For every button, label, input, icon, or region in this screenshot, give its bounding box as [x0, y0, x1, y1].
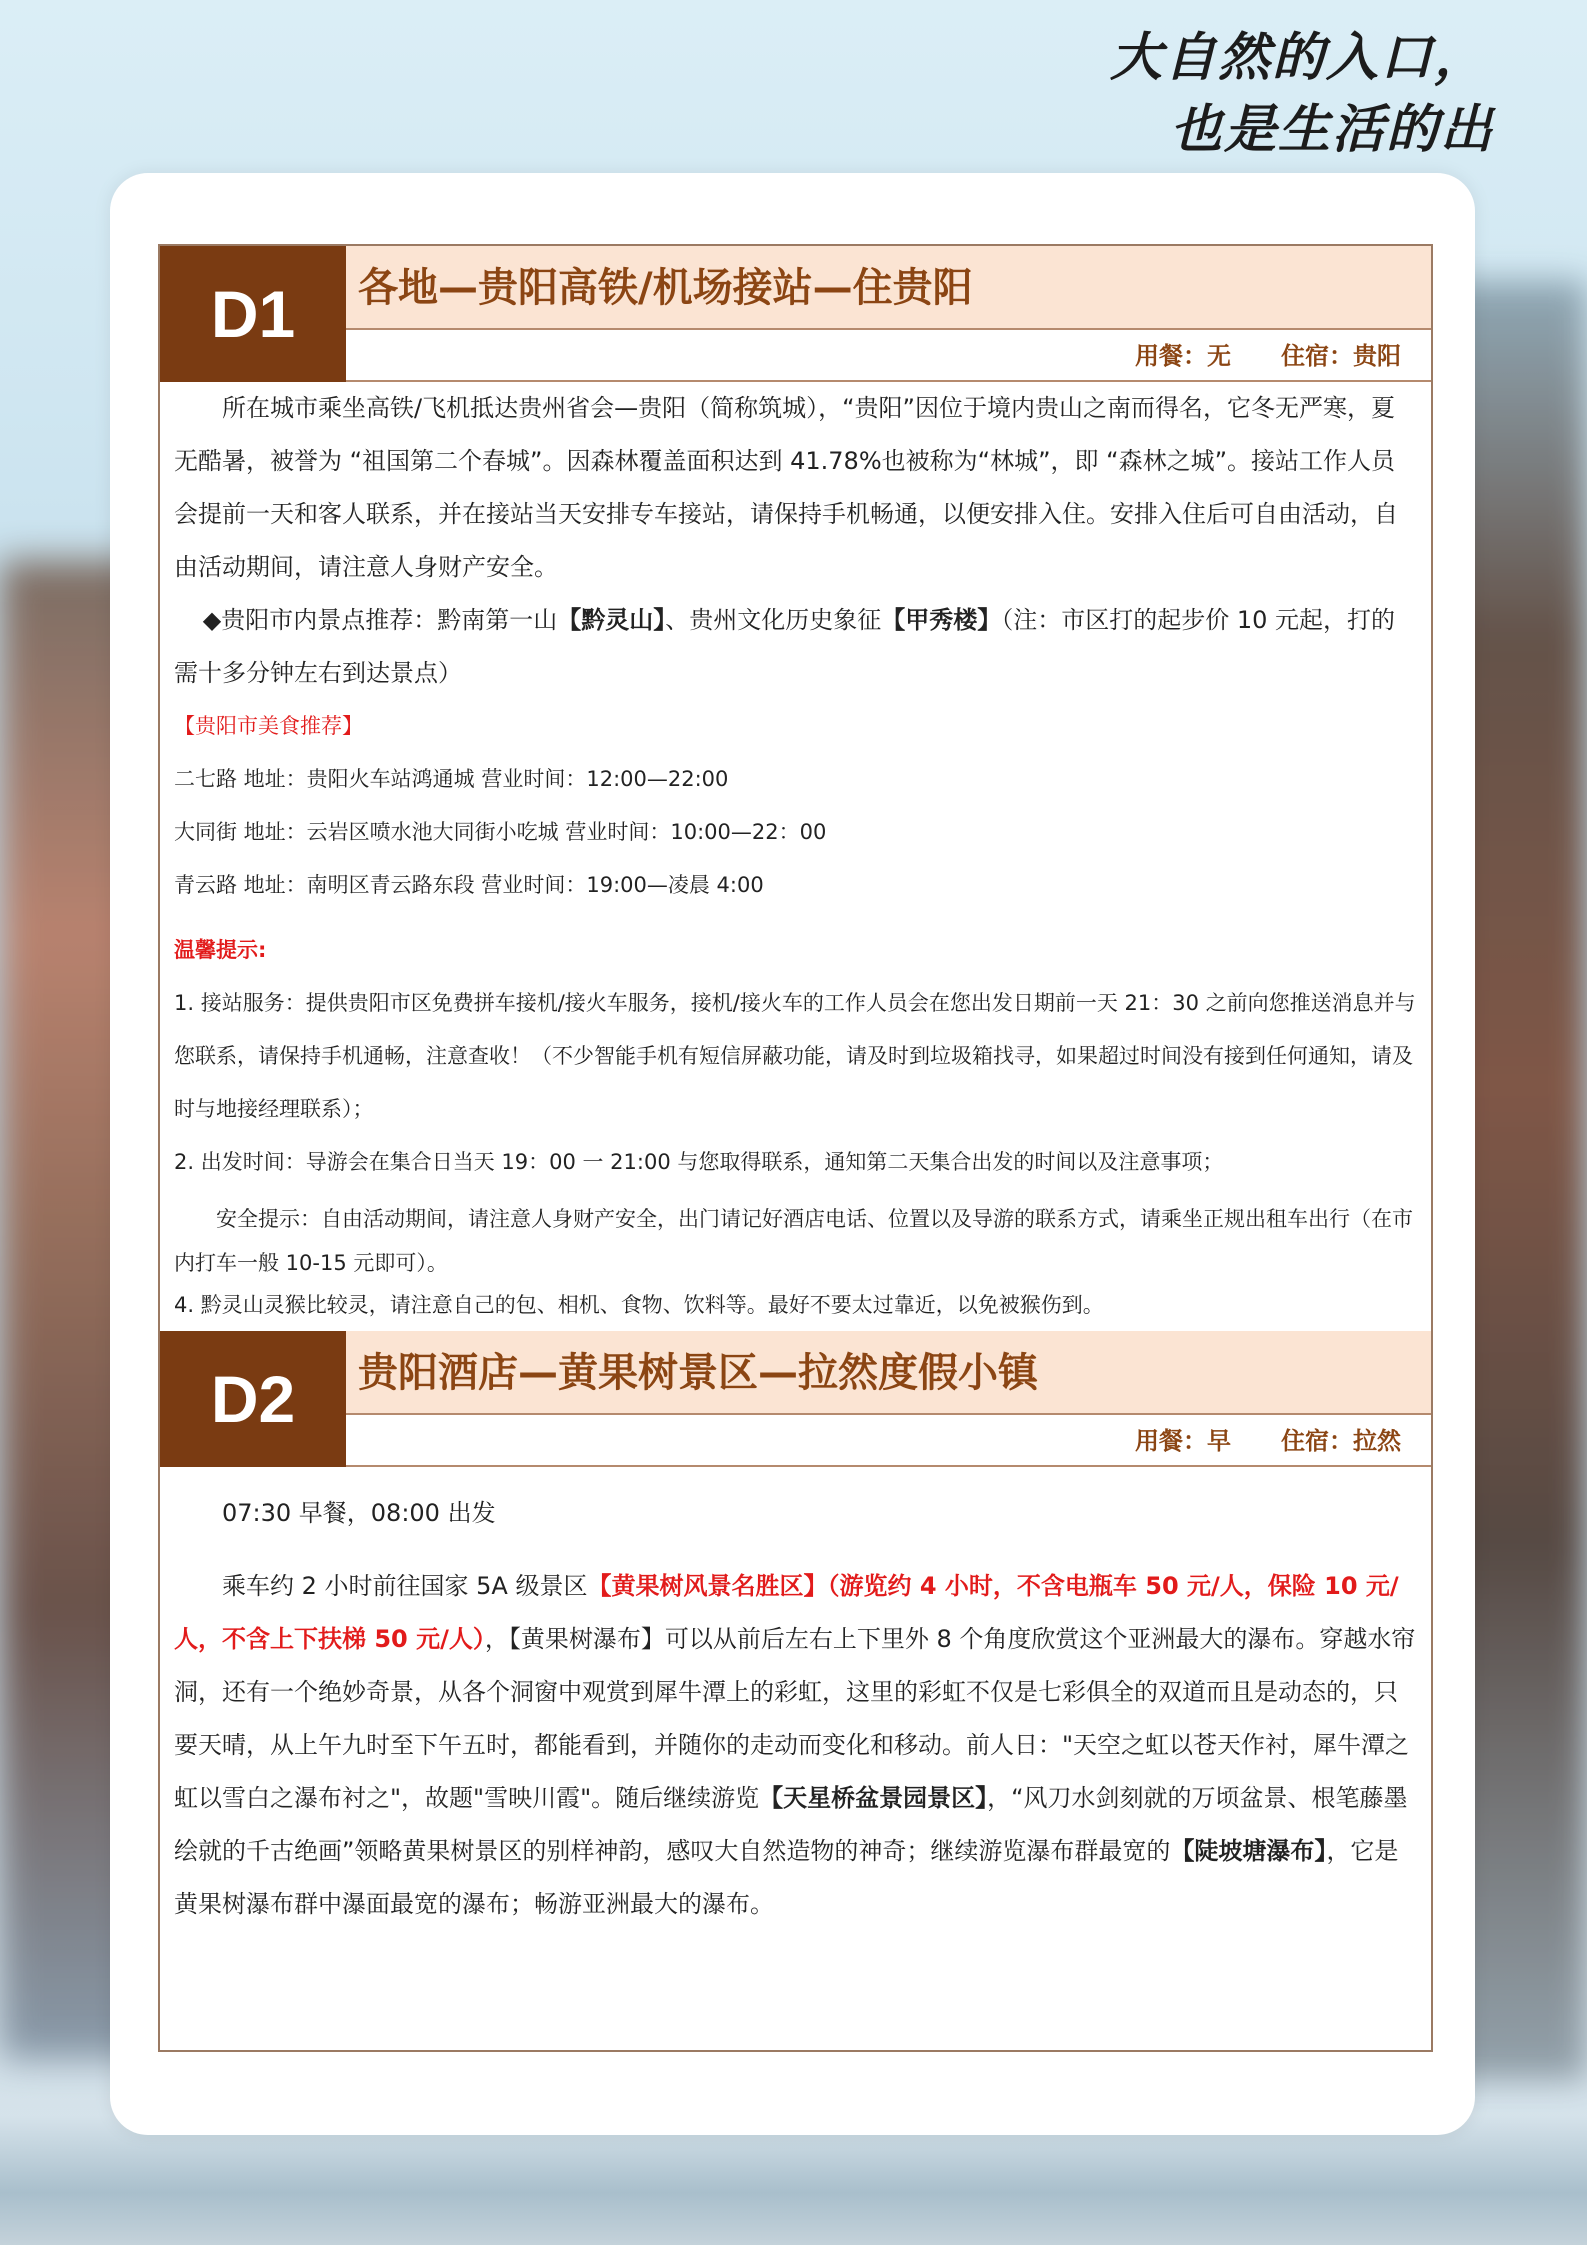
rec-prefix: ◆贵阳市内景点推荐：黔南第一山 [202, 606, 558, 634]
desc-tianxingqiao: 【天星桥盆景园景区】 [759, 1784, 988, 1812]
food-item-1: 二七路 地址：贵阳火车站鸿通城 营业时间：12:00—22:00 [174, 767, 729, 791]
day2-meal: 用餐：早 [1135, 1427, 1231, 1455]
desc-start: 乘车约 2 小时前往国家 5A 级景区 [222, 1572, 588, 1600]
food-title: 【贵阳市美食推荐】 [174, 714, 363, 738]
day1-meta [346, 330, 1431, 382]
tips-title: 温馨提示: [174, 938, 267, 962]
tip-item-2: 2. 出发时间：导游会在集合日当天 19：00 一 21:00 与您取得联系，通知第二天集合出发的时间以及注意事项； [174, 1150, 1224, 1174]
day2-badge: D2 [160, 1331, 346, 1467]
day1-header [160, 246, 1431, 382]
day2-schedule: 07:30 早餐，08:00 出发 [222, 1499, 496, 1527]
day2-description [174, 1560, 1417, 1931]
rec-suffix: （注：市区打的起步价 10 元起，打的需十多分钟左右到达景点） [174, 606, 1396, 687]
desc-end: ，它是黄果树瀑布群中瀑面最宽的瀑布；畅游亚洲最大的瀑布。 [174, 1837, 1399, 1918]
desc-mid-1: ，【黄果树瀑布】可以从前后左右上下里外 8 个角度欣赏这个亚洲最大的瀑布。穿越水帘洞，还有一个绝妙奇景，从各个洞窗中观赏到犀牛潭上的彩虹，这里的彩虹不仅是七彩俱全的双道而且是动态的，只要天晴，从上午九时至下午五时，都能看到，并随你的走动而变化和移动。前人日："天空之虹以苍天作衬，犀牛潭之虹以雪白之瀑布衬之"，故题"雪映川霞"。随后继续游览 [174, 1625, 1416, 1812]
tip-item-4: 4. 黔灵山灵猴比较灵，请注意自己的包、相机、食物、饮料等。最好不要太过靠近，以免被猴伤到。 [174, 1293, 1104, 1317]
day2-title: 贵阳酒店—黄果树景区—拉然度假小镇 [346, 1331, 1431, 1415]
day2-stay: 住宿：拉然 [1281, 1427, 1401, 1455]
day1-content [160, 382, 1431, 1325]
day1-intro: 所在城市乘坐高铁/飞机抵达贵州省会—贵阳（简称筑城），“贵阳”因位于境内贵山之南而得名，它冬无严寒，夏无酷暑，被誉为 “祖国第二个春城”。因森林覆盖面积达到 41.78%也被称为“林城”，即 “森林之城”。接站工作人员会提前一天和客人联系，并在接站当天安排专车接站，请保持手机畅通，以便安排入住。安排入住后可自由活动，自由活动期间，请注意人身财产安全。 [174, 394, 1398, 581]
day1-badge: D1 [160, 246, 346, 382]
day1-title: 各地—贵阳高铁/机场接站—住贵阳 [346, 246, 1431, 330]
day2-meta [346, 1415, 1431, 1467]
tip-item-1: 1. 接站服务：提供贵阳市区免费拼车接机/接火车服务，接机/接火车的工作人员会在您出发日期前一天 21：30 之前向您推送消息并与您联系，请保持手机通畅，注意查收！（不少智能手机有短信屏蔽功能，请及时到垃圾箱找寻，如果超过时间没有接到任何通知，请及时与地接经理联系）； [174, 991, 1416, 1121]
food-item-3: 青云路 地址：南明区青云路东段 营业时间：19:00—凌晨 4:00 [174, 873, 764, 897]
rec-mid: 、贵州文化历史象征 [665, 606, 882, 634]
day1-recommend [174, 594, 1417, 700]
desc-doupotang: 【陡坡塘瀑布】 [1170, 1837, 1327, 1865]
day2-header [160, 1331, 1431, 1467]
rec-spot-jiaxiulou: 【甲秀楼】 [881, 606, 1002, 634]
slogan-line-2: 也是生活的出 [1170, 99, 1495, 160]
slogan-line-1: 大自然的入口， [1110, 27, 1489, 88]
desc-huangguoshu-scenic: 【黄果树风景名胜区】（游览约 4 小时，不含电瓶车 50 元/人，保险 10 元/人，不含上下扶梯 50 元/人） [174, 1572, 1399, 1653]
day2-content [160, 1467, 1431, 1931]
safety-tip: 安全提示：自由活动期间，请注意人身财产安全，出门请记好酒店电话、位置以及导游的联系方式，请乘坐正规出租车出行（在市内打车一般 10-15 元即可）。 [174, 1207, 1413, 1275]
food-item-2: 大同街 地址：云岩区喷水池大同街小吃城 营业时间：10:00—22：00 [174, 820, 827, 844]
rec-spot-qianlingshan: 【黔灵山】 [557, 606, 666, 634]
day1-stay: 住宿：贵阳 [1281, 342, 1401, 370]
itinerary-frame [158, 244, 1433, 2052]
day1-meal: 用餐：无 [1135, 342, 1231, 370]
desc-mid-2: ，“风刀水剑刻就的万顷盆景、根笔藤墨绘就的千古绝画”领略黄果树景区的别样神韵，感叹大自然造物的神奇；继续游览瀑布群最宽的 [174, 1784, 1408, 1865]
